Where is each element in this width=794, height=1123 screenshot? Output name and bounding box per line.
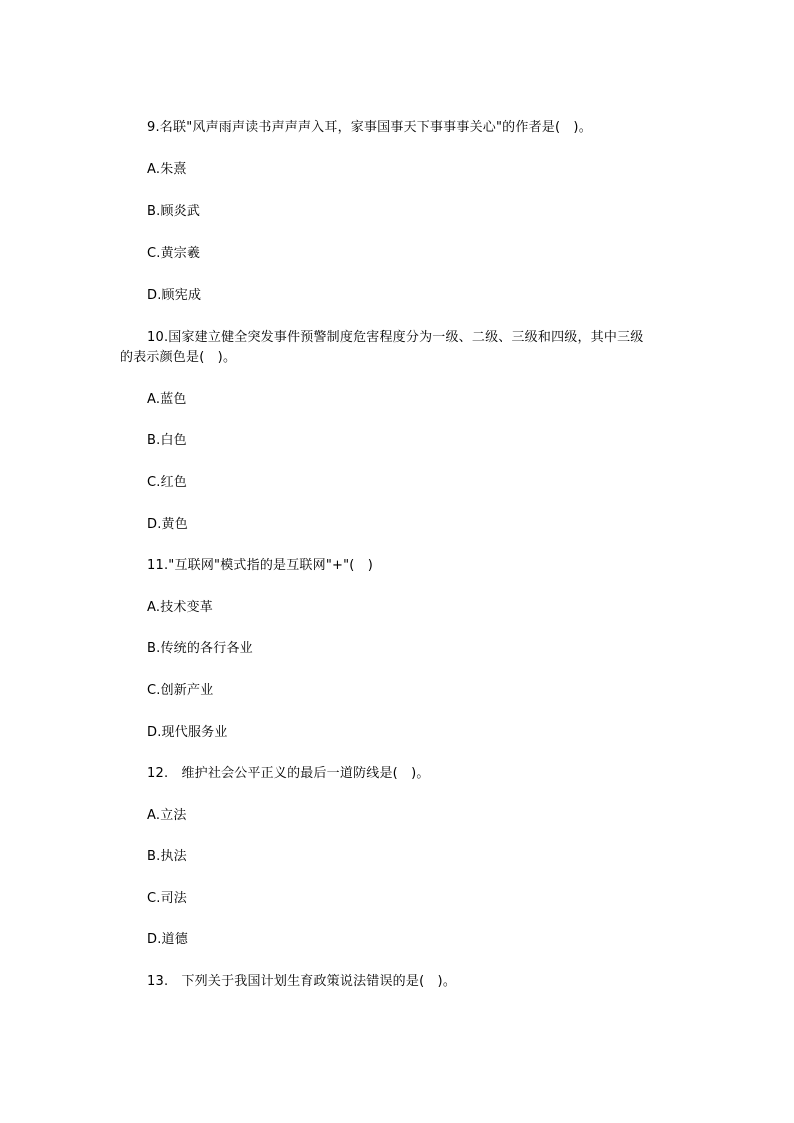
question-12-stem: 12. 维护社会公平正义的最后一道防线是( )。 [147,766,430,781]
question-9-stem: 9.名联"风声雨声读书声声声入耳，家事国事天下事事事关心"的作者是( )。 [147,120,592,135]
question-11-option-c: C.创新产业 [147,683,214,698]
question-13-stem: 13. 下列关于我国计划生育政策说法错误的是( )。 [147,974,457,989]
question-12-option-d: D.道德 [147,932,188,947]
question-9-option-a: A.朱熹 [147,162,187,177]
question-9-option-d: D.顾宪成 [147,288,202,303]
question-9-option-c: C.黄宗羲 [147,246,201,261]
question-10-option-c: C.红色 [147,475,188,490]
question-10-option-a: A.蓝色 [147,392,187,407]
question-11-option-b: B.传统的各行各业 [147,641,253,656]
question-12-option-a: A.立法 [147,808,187,823]
question-10-stem-line-1: 10.国家建立健全突发事件预警制度危害程度分为一级、二级、三级和四级，其中三级 [147,330,644,345]
question-12-option-c: C.司法 [147,891,188,906]
question-12-option-b: B.执法 [147,849,187,864]
question-11-stem: 11."互联网"模式指的是互联网"+"( ) [147,558,374,573]
question-10-stem-line-2: 的表示颜色是( )。 [120,350,237,365]
question-11-option-a: A.技术变革 [147,600,213,615]
question-10-option-d: D.黄色 [147,517,188,532]
question-11-option-d: D.现代服务业 [147,725,228,740]
question-10-option-b: B.白色 [147,433,187,448]
question-9-option-b: B.顾炎武 [147,204,201,219]
